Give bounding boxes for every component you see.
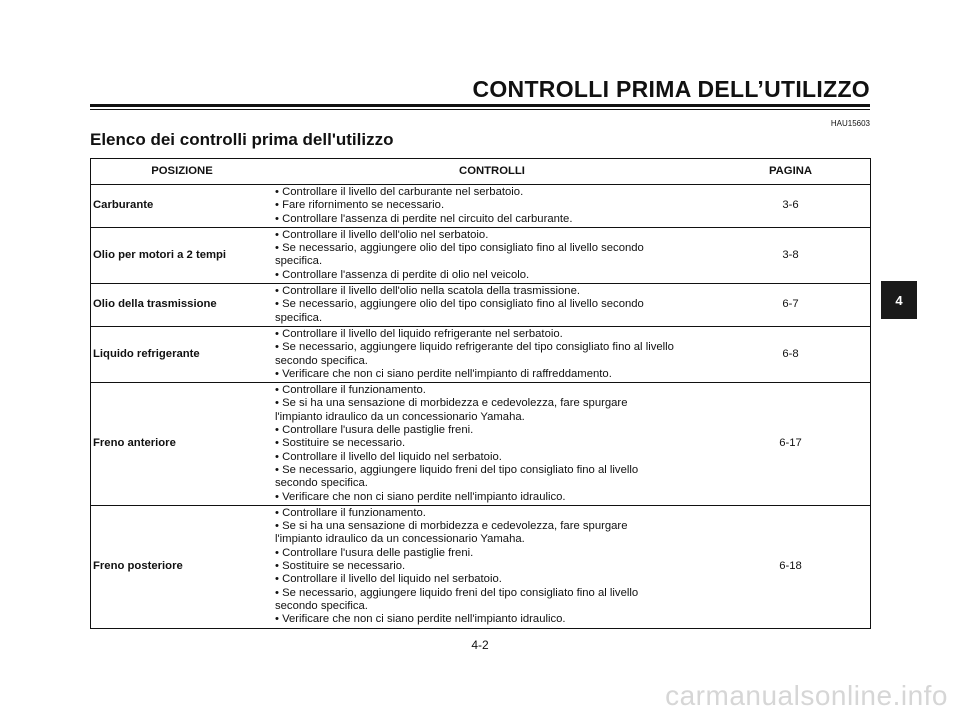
row-position: Liquido refrigerante bbox=[91, 326, 274, 382]
control-line: • Controllare il livello del carburante nel serbatoio. bbox=[275, 186, 524, 198]
row-controls bbox=[273, 227, 711, 283]
control-line: • Controllare il funzionamento. bbox=[275, 384, 426, 397]
table-header-row bbox=[91, 159, 871, 185]
control-line: secondo specifica. bbox=[275, 477, 368, 490]
control-line: specifica. bbox=[275, 255, 323, 268]
row-page: 6-8 bbox=[711, 326, 871, 382]
chapter-tab: 4 bbox=[881, 281, 917, 319]
page-header-title: CONTROLLI PRIMA DELL’UTILIZZO bbox=[472, 76, 870, 102]
header-rule-thick bbox=[90, 104, 870, 107]
watermark: carmanualsonline.info bbox=[665, 680, 948, 711]
header-rule-thin bbox=[90, 109, 870, 110]
control-line: l'impianto idraulico da un concessionario Yamaha. bbox=[275, 410, 525, 423]
column-header-controls: CONTROLLI bbox=[273, 159, 711, 185]
control-line: • Se necessario, aggiungere olio del tipo consigliato fino al livello secondo bbox=[275, 242, 644, 255]
row-page: 3-6 bbox=[711, 185, 871, 228]
row-page: 6-7 bbox=[711, 284, 871, 327]
table-row bbox=[91, 326, 871, 382]
control-line: • Verificare che non ci siano perdite nell'impianto idraulico. bbox=[275, 490, 566, 503]
control-line: • Se necessario, aggiungere liquido freni del tipo consigliato fino al livello bbox=[275, 463, 639, 476]
control-line: • Sostituire se necessario. bbox=[275, 437, 406, 450]
row-page: 3-8 bbox=[711, 227, 871, 283]
table-row bbox=[91, 185, 871, 228]
row-position: Olio della trasmissione bbox=[91, 284, 274, 327]
table-row bbox=[91, 505, 871, 628]
control-line: • Sostituire se necessario. bbox=[275, 560, 406, 573]
row-controls bbox=[273, 185, 711, 228]
control-line: • Se necessario, aggiungere liquido freni del tipo consigliato fino al livello bbox=[275, 586, 639, 599]
table-row bbox=[91, 383, 871, 506]
page-number: 4-2 bbox=[471, 638, 489, 652]
control-line: • Se si ha una sensazione di morbidezza e cedevolezza, fare spurgare bbox=[275, 520, 628, 533]
control-line: • Controllare il livello del liquido nel serbatoio. bbox=[275, 450, 502, 463]
control-line: • Verificare che non ci siano perdite nell'impianto di raffreddamento. bbox=[275, 367, 612, 380]
table-body bbox=[91, 185, 871, 629]
column-header-page: PAGINA bbox=[711, 159, 871, 185]
control-line: • Se necessario, aggiungere liquido refrigerante del tipo consigliato fino al livello bbox=[275, 341, 674, 354]
control-line: secondo specifica. bbox=[275, 354, 368, 367]
row-position: Carburante bbox=[91, 185, 274, 228]
control-line: • Controllare l'assenza di perdite di olio nel veicolo. bbox=[275, 268, 530, 281]
row-page: 6-18 bbox=[711, 505, 871, 628]
control-line: • Controllare l'usura delle pastiglie freni. bbox=[275, 546, 474, 559]
row-controls bbox=[273, 326, 711, 382]
control-line: secondo specifica. bbox=[275, 599, 368, 612]
control-line: • Controllare il livello dell'olio nel serbatoio. bbox=[275, 228, 489, 241]
control-line: • Controllare l'usura delle pastiglie freni. bbox=[275, 424, 474, 437]
control-line: specifica. bbox=[275, 311, 323, 324]
control-line: • Verificare che non ci siano perdite nell'impianto idraulico. bbox=[275, 613, 566, 626]
control-line: • Se si ha una sensazione di morbidezza e cedevolezza, fare spurgare bbox=[275, 397, 628, 410]
control-line: • Controllare il livello del liquido nel serbatoio. bbox=[275, 573, 502, 586]
pre-operation-checks-table bbox=[90, 158, 871, 629]
row-page: 6-17 bbox=[711, 383, 871, 506]
row-controls bbox=[273, 284, 711, 327]
row-position: Freno posteriore bbox=[91, 505, 274, 628]
section-title: Elenco dei controlli prima dell'utilizzo bbox=[90, 130, 394, 149]
document-code: HAU15603 bbox=[830, 119, 870, 128]
control-line: • Se necessario, aggiungere olio del tipo consigliato fino al livello secondo bbox=[275, 298, 644, 311]
row-controls bbox=[273, 383, 711, 506]
row-controls bbox=[273, 505, 711, 628]
control-line: • Fare rifornimento se necessario. bbox=[275, 199, 445, 212]
table-row bbox=[91, 227, 871, 283]
control-line: l'impianto idraulico da un concessionario Yamaha. bbox=[275, 533, 525, 546]
row-position: Freno anteriore bbox=[91, 383, 274, 506]
control-line: • Controllare l'assenza di perdite nel circuito del carburante. bbox=[275, 212, 573, 225]
control-line: • Controllare il livello del liquido refrigerante nel serbatoio. bbox=[275, 327, 563, 340]
control-line: • Controllare il livello dell'olio nella scatola della trasmissione. bbox=[275, 285, 580, 298]
row-position: Olio per motori a 2 tempi bbox=[91, 227, 274, 283]
table-row bbox=[91, 284, 871, 327]
control-line: • Controllare il funzionamento. bbox=[275, 506, 426, 519]
column-header-position: POSIZIONE bbox=[91, 159, 274, 185]
